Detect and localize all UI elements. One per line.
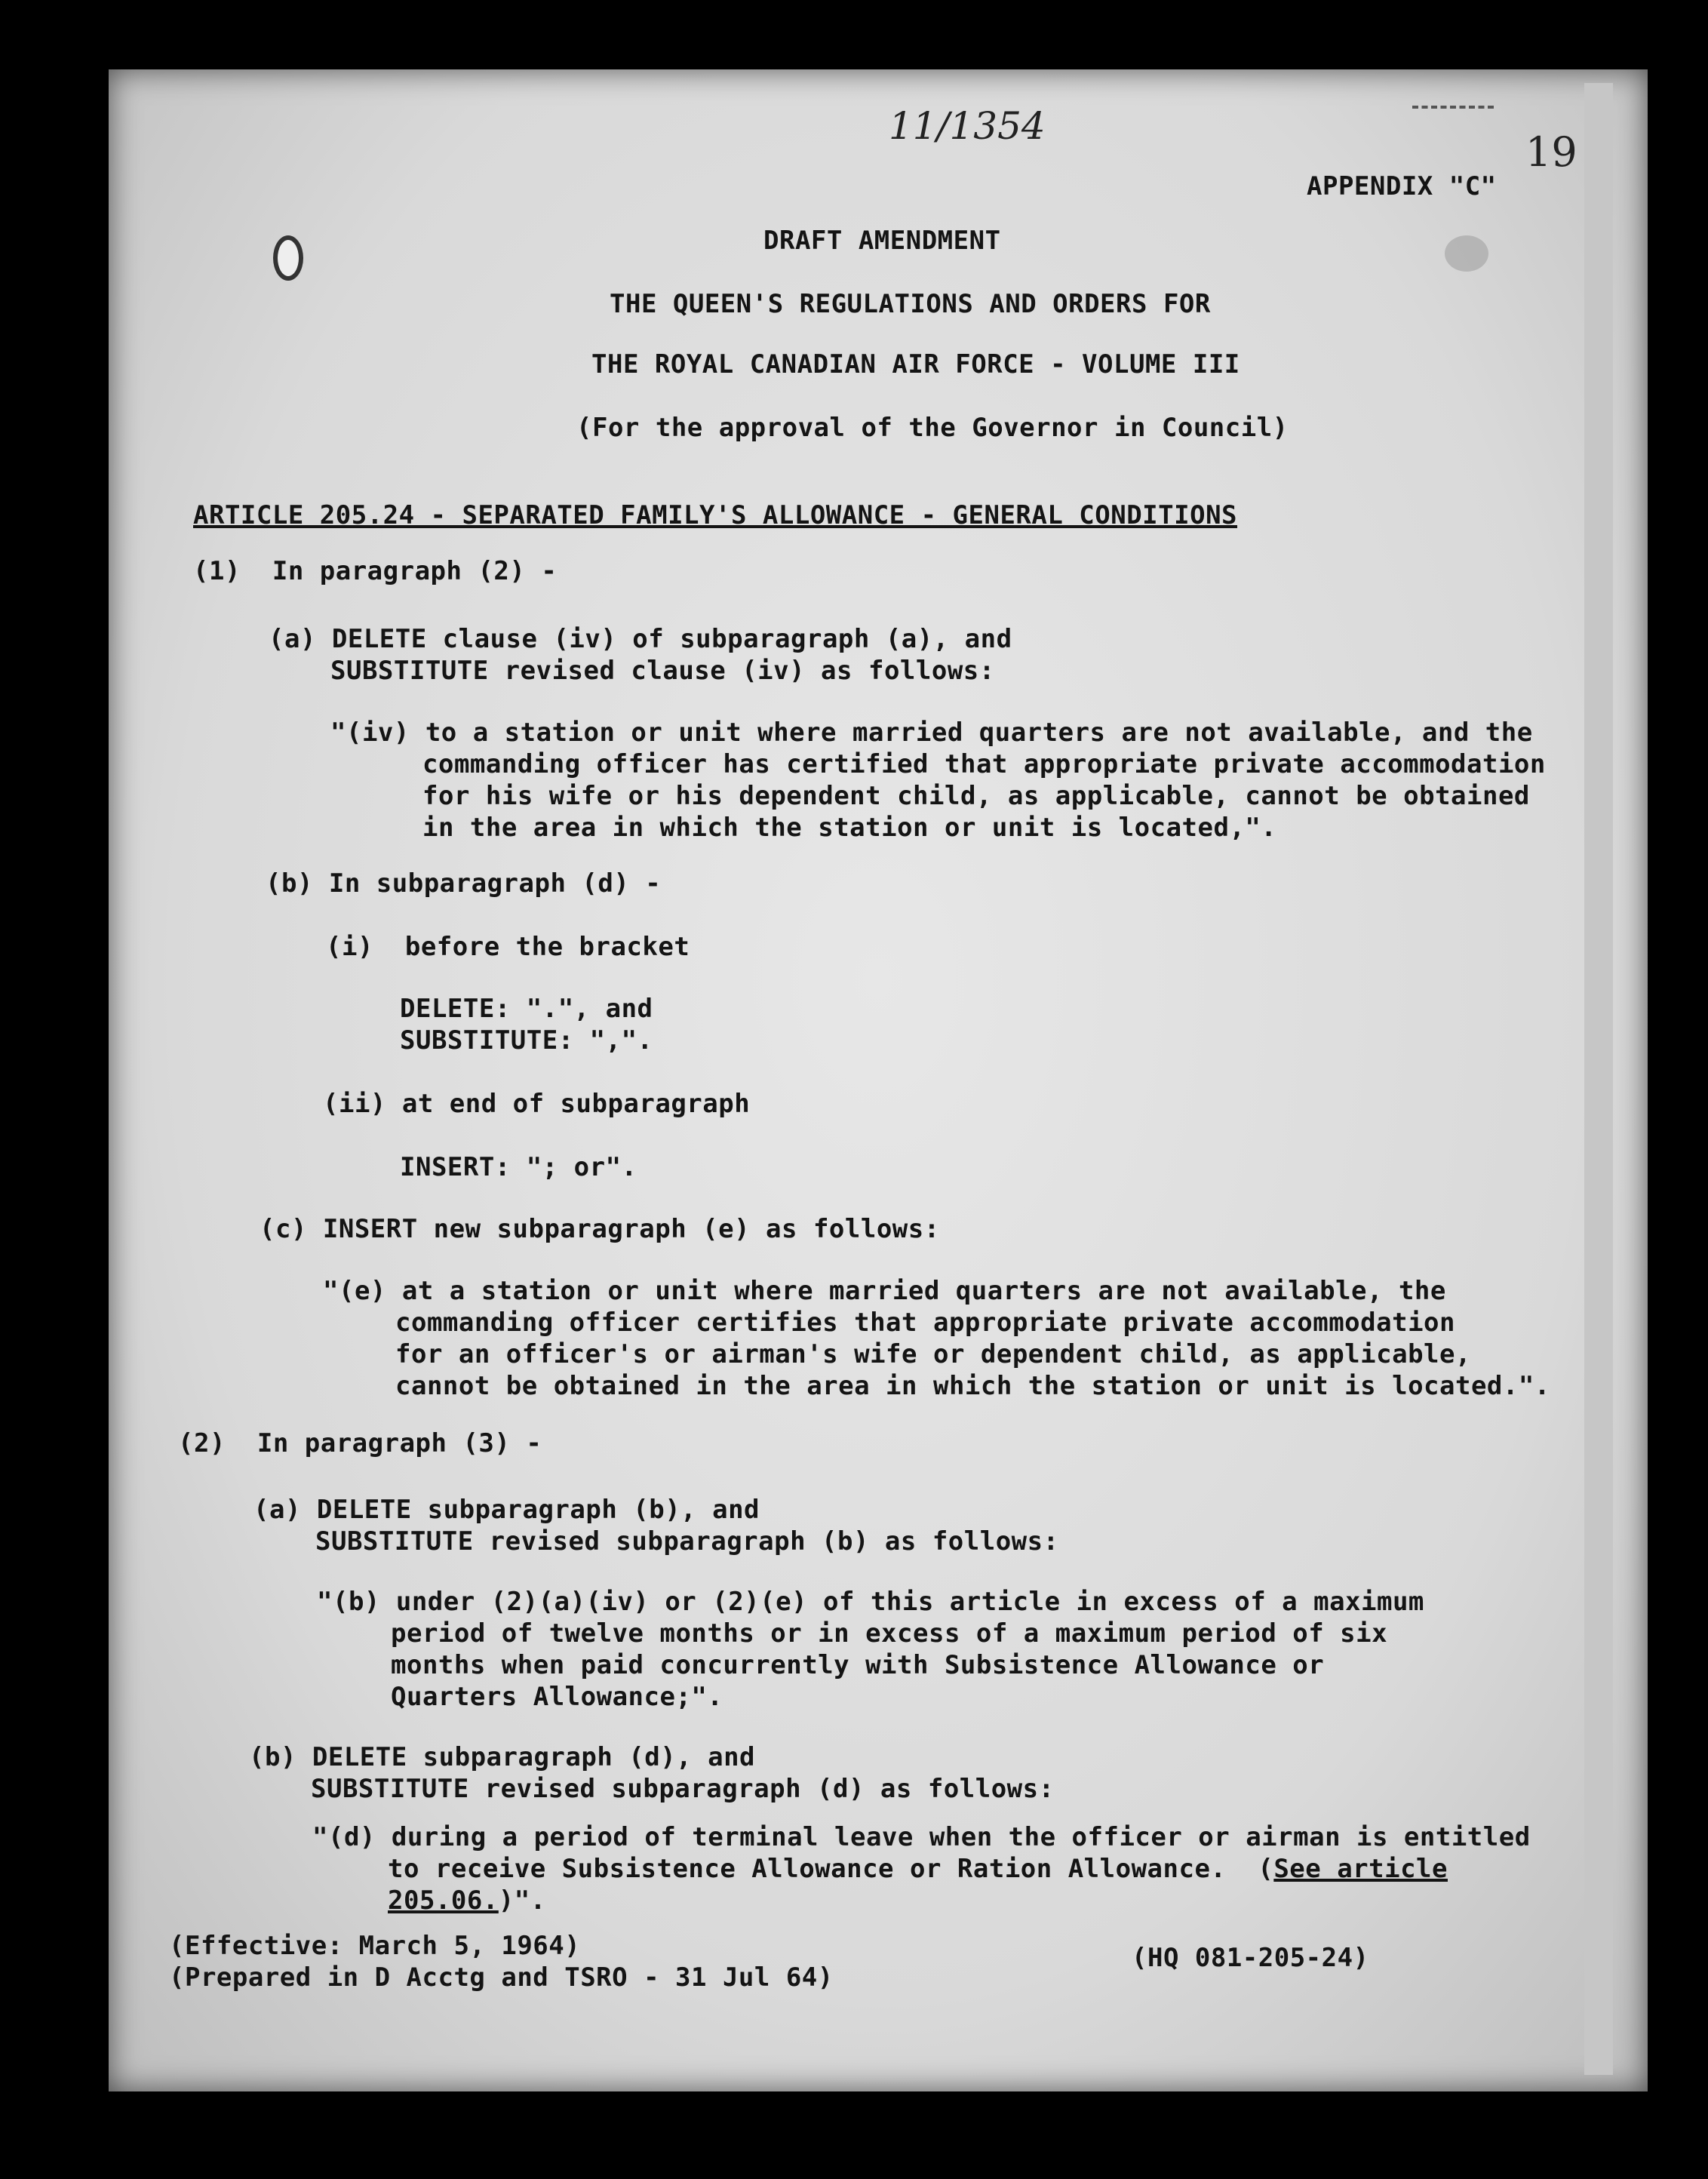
quote-b-line-3: months when paid concurrently with Subsistence Allowance or [391,1650,1325,1680]
effective-date: (Effective: March 5, 1964) [169,1931,581,1961]
paragraph-2: (2) In paragraph (3) - [178,1428,542,1458]
quote-b-line-4: Quarters Allowance;". [391,1682,723,1712]
item-1b-i-delete: DELETE: ".", and [400,994,653,1024]
title-line-1: DRAFT AMENDMENT [763,226,1001,256]
file-reference: (HQ 081-205-24) [1132,1943,1369,1973]
appendix-label: APPENDIX "C" [1307,171,1497,201]
quote-b-line-1: "(b) under (2)(a)(iv) or (2)(e) of this article in excess of a maximum [317,1587,1424,1617]
item-1b-i-substitute: SUBSTITUTE: ",". [400,1025,653,1056]
quote-d-line-3-end: )". [498,1885,546,1916]
quote-d-line-2 [388,1856,1448,1882]
quote-iv-line-3: for his wife or his dependent child, as applicable, cannot be obtained [422,781,1530,811]
punch-hole [273,235,303,281]
clause-1a-line-2: SUBSTITUTE revised clause (iv) as follows: [330,656,995,686]
title-line-2: THE QUEEN'S REGULATIONS AND ORDERS FOR [610,289,1211,319]
clause-1c: (c) INSERT new subparagraph (e) as follows: [260,1214,940,1244]
quote-iv-line-4: in the area in which the station or unit is located,". [422,813,1277,843]
clause-1b: (b) In subparagraph (d) - [266,868,662,899]
article-number-reference: 205.06. [388,1885,499,1916]
handwritten-reference: 11/1354 [889,104,1046,148]
sheet-number: 19 [1525,128,1577,176]
title-line-3: THE ROYAL CANADIAN AIR FORCE - VOLUME III [591,349,1240,380]
quote-b-line-2: period of twelve months or in excess of a maximum period of six [391,1618,1388,1649]
clause-2a-line-2: SUBSTITUTE revised subparagraph (b) as follows: [315,1526,1059,1557]
quote-e-line-1: "(e) at a station or unit where married quarters are not available, the [323,1276,1446,1306]
clause-1a-line-1: (a) DELETE clause (iv) of subparagraph (a), and [269,624,1012,654]
quote-e-line-3: for an officer's or airman's wife or dependent child, as applicable, [395,1339,1471,1369]
smudge-mark [1445,235,1488,272]
item-1b-ii: (ii) at end of subparagraph [323,1089,751,1119]
paragraph-1: (1) In paragraph (2) - [193,556,558,586]
title-line-4: (For the approval of the Governor in Council) [576,413,1289,443]
quote-e-line-2: commanding officer certifies that appropriate private accommodation [395,1308,1455,1338]
quote-d-line-1: "(d) during a period of terminal leave when the officer or airman is entitled [312,1822,1531,1852]
prepared-by: (Prepared in D Acctg and TSRO - 31 Jul 64) [169,1962,834,1993]
clause-2b-line-1: (b) DELETE subparagraph (d), and [249,1742,756,1772]
top-dash-mark [1412,106,1494,109]
page-edge [1584,83,1613,2075]
quote-iv-line-2: commanding officer has certified that appropriate private accommodation [422,749,1546,779]
quote-d-line-3 [388,1885,546,1916]
article-heading: ARTICLE 205.24 - SEPARATED FAMILY'S ALLOWANCE - GENERAL CONDITIONS [193,500,1238,530]
item-1b-i: (i) before the bracket [326,932,690,962]
quote-d-line-2-text: to receive Subsistence Allowance or Ration Allowance. ( [388,1854,1274,1884]
item-1b-ii-insert: INSERT: "; or". [400,1152,637,1182]
quote-e-line-4: cannot be obtained in the area in which the station or unit is located.". [395,1371,1550,1401]
clause-2a-line-1: (a) DELETE subparagraph (b), and [253,1495,760,1525]
see-article-reference: See article [1273,1854,1448,1884]
quote-iv-line-1: "(iv) to a station or unit where married quarters are not available, and the [330,718,1533,748]
clause-2b-line-2: SUBSTITUTE revised subparagraph (d) as follows: [311,1774,1055,1804]
